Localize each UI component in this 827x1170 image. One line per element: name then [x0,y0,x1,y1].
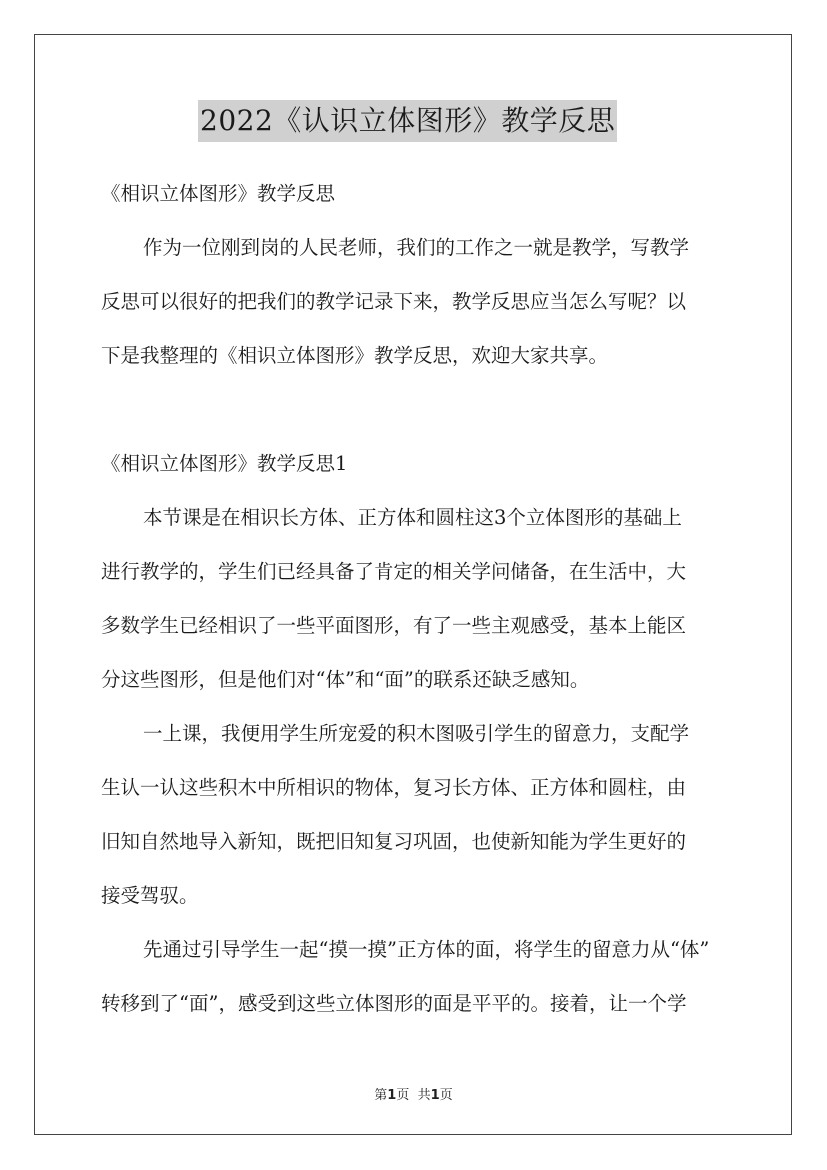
paragraph-3-line-2: 转移到了“面”，感受到这些立体图形的面是平平的。接着，让一个学 [101,992,687,1015]
intro-paragraph-line-3: 下是我整理的《相识立体图形》教学反思，欢迎大家共享。 [101,344,609,367]
paragraph-2-line-4: 接受驾驭。 [101,884,199,907]
paragraph-1-line-2: 进行教学的，学生们已经具备了肯定的相关学问储备，在生活中，大 [101,560,687,583]
intro-paragraph-line-2: 反思可以很好的把我们的教学记录下来，教学反思应当怎么写呢？以 [101,290,687,313]
paragraph-2-line-3: 旧知自然地导入新知，既把旧知复习巩固，也使新知能为学生更好的 [101,830,687,853]
paragraph-1-line-3: 多数学生已经相识了一些平面图形，有了一些主观感受，基本上能区 [101,614,687,637]
total-prefix: 共 [417,1088,431,1103]
section-heading-1: 《相识立体图形》教学反思1 [101,452,348,475]
intro-heading: 《相识立体图形》教学反思 [101,182,336,205]
total-pages: 1 [430,1088,440,1103]
paragraph-2-line-1: 一上课，我便用学生所宠爱的积木图吸引学生的留意力，支配学 [143,722,690,745]
page-footer [0,1084,827,1103]
document-title: 2022《认识立体图形》教学反思 [198,100,617,142]
page-suffix: 页 [396,1088,410,1103]
total-suffix: 页 [439,1088,453,1103]
page-prefix: 第 [374,1088,388,1103]
paragraph-1-line-1: 本节课是在相识长方体、正方体和圆柱这3个立体图形的基础上 [143,506,682,529]
intro-paragraph-line-1: 作为一位刚到岗的人民老师，我们的工作之一就是教学，写教学 [143,236,690,259]
paragraph-2-line-2: 生认一认这些积木中所相识的物体，复习长方体、正方体和圆柱，由 [101,776,687,799]
paragraph-3-line-1: 先通过引导学生一起“摸一摸”正方体的面，将学生的留意力从“体” [143,938,710,961]
page-number: 1 [387,1088,397,1103]
paragraph-1-line-4: 分这些图形，但是他们对“体”和“面”的联系还缺乏感知。 [101,668,590,691]
